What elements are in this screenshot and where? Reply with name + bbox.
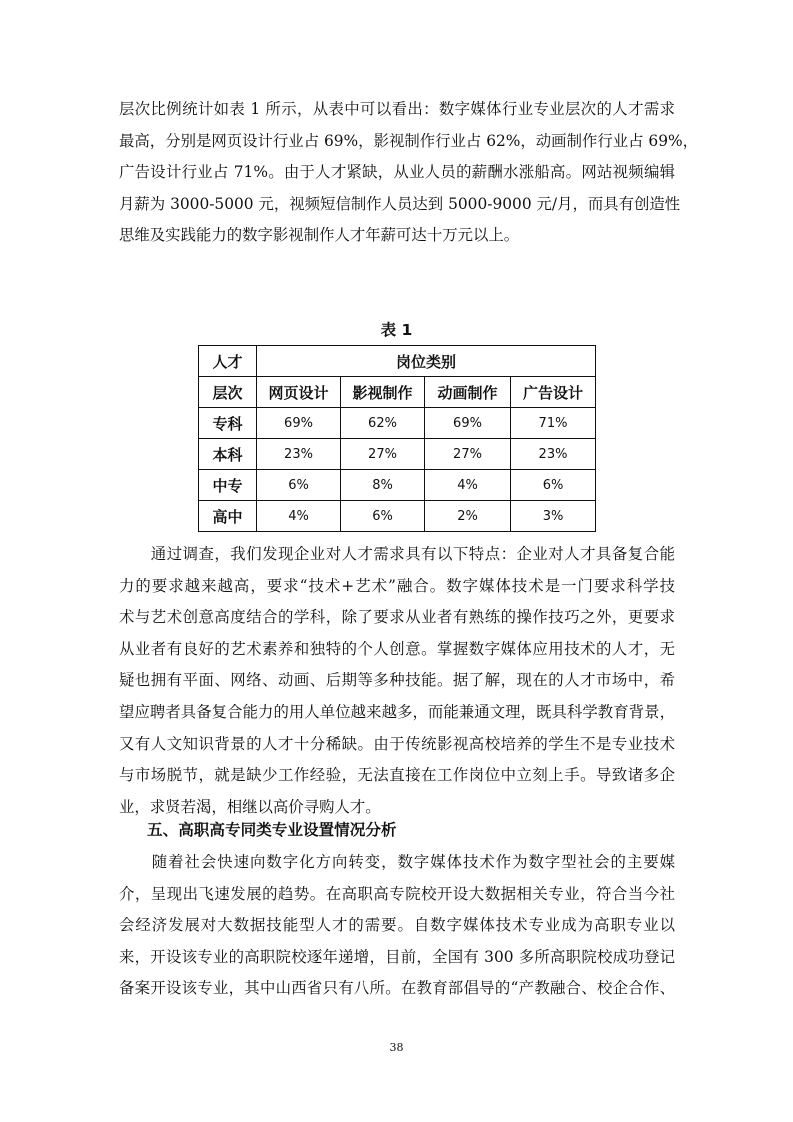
column-header: 动画制作: [425, 377, 511, 408]
paragraph-3: [119, 847, 675, 1005]
paragraph-1: [119, 94, 699, 252]
talent-level-table: [198, 345, 596, 532]
table-cell: 69%: [257, 408, 341, 439]
table-cell: 4%: [257, 501, 341, 532]
text-line: 来，开设该专业的高职院校逐年递增，目前，全国有 300 多所高职院校成功登记: [119, 947, 675, 966]
table-row: [199, 501, 596, 532]
column-header: 网页设计: [257, 377, 341, 408]
table-cell: 27%: [425, 439, 511, 470]
table-cell: 6%: [257, 470, 341, 501]
table-cell: 2%: [425, 501, 511, 532]
page-number: 38: [389, 1041, 404, 1054]
table-cell: 3%: [511, 501, 596, 532]
table-cell: 62%: [341, 408, 425, 439]
text-line: 又有人文知识背景的人才十分稀缺。由于传统影视高校培养的学生不是专业技术: [119, 734, 675, 753]
table-row: [199, 408, 596, 439]
table-cell: 69%: [425, 408, 511, 439]
text-line: 望应聘者具备复合能力的用人单位越来越多，而能兼通文理，既具科学教育背景，: [119, 702, 675, 721]
text-line: 业，求贤若渴，相继以高价寻购人才。: [119, 797, 381, 816]
text-line: 备案开设该专业，其中山西省只有八所。在教育部倡导的“产教融合、校企合作、: [119, 979, 675, 998]
row-header: 专科: [199, 408, 257, 439]
text-line: 与市场脱节，就是缺少工作经验，无法直接在工作岗位中立刻上手。导致诸多企: [119, 766, 675, 785]
table-cell: 23%: [511, 439, 596, 470]
text-line: 随着社会快速向数字化方向转变，数字媒体技术作为数字型社会的主要媒: [119, 853, 675, 871]
table-row: [199, 439, 596, 470]
row-header: 高中: [199, 501, 257, 532]
table-cell: 71%: [511, 408, 596, 439]
table-cell: 6%: [511, 470, 596, 501]
text-line: 力的要求越来越高，要求“技术+艺术”融合。数字媒体技术是一门要求科学技: [119, 576, 675, 595]
table-corner-top: 人才: [199, 346, 257, 377]
table-group-header: 岗位类别: [257, 346, 596, 377]
text-line: 疑也拥有平面、网络、动画、后期等多种技能。据了解，现在的人才市场中，希: [119, 671, 675, 690]
table-cell: 27%: [341, 439, 425, 470]
row-header: 本科: [199, 439, 257, 470]
table-cell: 8%: [341, 470, 425, 501]
text-line: 通过调查，我们发现企业对人才需求具有以下特点：企业对人才具备复合能: [119, 545, 675, 563]
paragraph-2: [119, 539, 675, 823]
column-header: 影视制作: [341, 377, 425, 408]
table-corner-bottom: 层次: [199, 377, 257, 408]
column-header: 广告设计: [511, 377, 596, 408]
table-header-row: [199, 346, 596, 377]
text-line: 最高，分别是网页设计行业占 69%，影视制作行业占 62%，动画制作行业占 69%，: [119, 131, 699, 150]
text-line: 月薪为 3000-5000 元，视频短信制作人员达到 5000-9000 元/月，而具有创造性: [119, 194, 681, 213]
text-line: 层次比例统计如表 1 所示，从表中可以看出：数字媒体行业专业层次的人才需求: [119, 100, 675, 118]
text-line: 思维及实践能力的数字影视制作人才年薪可达十万元以上。: [119, 226, 520, 245]
table-row: [199, 470, 596, 501]
table-cell: 6%: [341, 501, 425, 532]
table-column-header-row: [199, 377, 596, 408]
text-line: 介，呈现出飞速发展的趋势。在高职高专院校开设大数据相关专业，符合当今社: [119, 884, 675, 903]
text-line: 术与艺术创意高度结合的学科，除了要求从业者有熟练的操作技巧之外，更要求: [119, 608, 675, 627]
section-heading: 五、高职高专同类专业设置情况分析: [147, 821, 397, 839]
row-header: 中专: [199, 470, 257, 501]
text-line: 广告设计行业占 71%。由于人才紧缺，从业人员的薪酬水涨船高。网站视频编辑: [119, 163, 675, 182]
table-caption: 表 1: [380, 321, 413, 339]
text-line: 会经济发展对大数据技能型人才的需要。自数字媒体技术专业成为高职专业以: [119, 916, 675, 935]
table-cell: 23%: [257, 439, 341, 470]
text-line: 从业者有良好的艺术素养和独特的个人创意。掌握数字媒体应用技术的人才，无: [119, 639, 675, 658]
table-cell: 4%: [425, 470, 511, 501]
